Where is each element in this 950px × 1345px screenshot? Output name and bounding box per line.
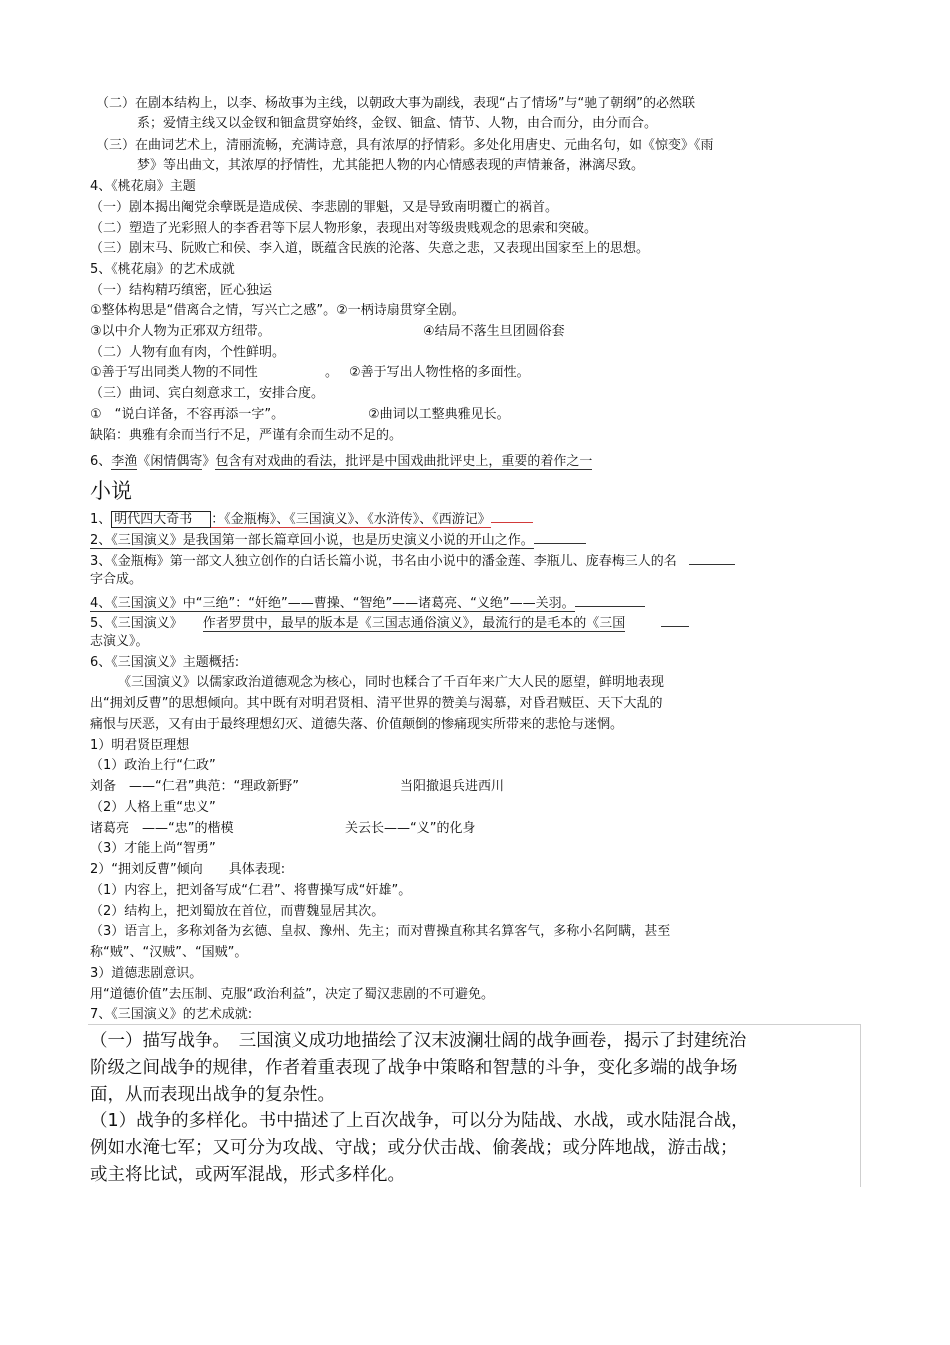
text-line: 2）“拥刘反曹”倾向 具体表现: [90,862,286,877]
text-line [90,612,689,632]
text-line: ②善于写出人物性格的多面性。 [349,365,530,380]
underlined-text: 李渔 [111,454,138,469]
text-line: 梦》等出曲文，其浓厚的抒情性，尤其能把人物的内心情感表现的声情兼备，淋漓尽致。 [137,158,645,173]
text-line: （一）结构精巧缜密，匠心独运 [90,283,273,298]
underlined-text: 4、《三国演义》中“三绝”：“奸绝”——曹操、“智绝”——诸葛亮、“义绝”——关羽。 [90,596,575,611]
text-line: ①整体构思是“借离合之情，写兴亡之感”。②一柄诗扇贯穿全剧。 [90,303,465,318]
text-line [90,592,645,612]
boxed-term: 明代四大奇书 [111,511,211,528]
text-line: 系；爱情主线又以金钗和钿盒贯穿始终，金钗、钿盒、情节、人物，由合而分，由分而合。 [137,116,658,131]
section-heading: 4、《桃花扇》主题 [90,179,196,194]
text-line: （一）描写战争。 三国演义成功地描绘了汉末波澜壮阔的战争画卷，揭示了封建统治 [90,1031,747,1051]
text-span: 》 [202,454,216,469]
text-line: ① “说白详备，不容再添一字”。 [90,407,285,422]
text-line: ④结局不落生旦团圆俗套 [423,324,565,339]
text-span: 《 [137,454,151,469]
text-line: 字合成。 [90,572,143,587]
underline-gap [575,592,645,607]
text-line: （2）人格上重“忠义” [90,800,216,815]
text-line [90,550,735,570]
text-line: 诸葛亮 ——“忠”的楷模 [90,821,234,836]
section-heading: 6、《三国演义》主题概括: [90,655,240,670]
text-line: （3）语言上，多称刘备为玄德、皇叔、豫州、先主；而对曹操直称其名算客气，多称小名阿瞒，甚至 [90,924,671,939]
text-line: 缺陷：典雅有余而当行不足，严谨有余而生动不足的。 [90,428,403,443]
underlined-text: ：《金瓶梅》、《三国演义》、《水浒传》、《西游记》 [211,512,491,527]
section-heading: 5、《桃花扇》的艺术成就 [90,262,235,277]
text-span: 6、 [90,454,112,469]
underline-gap [689,550,735,565]
text-line: ②曲词以工整典雅见长。 [368,407,510,422]
text-line: （一）剧本揭出阉党余孽既是造成侯、李悲剧的罪魁，又是导致南明覆亡的祸首。 [90,200,559,215]
text-line: 称“贼”、“汉贼”、“国贼”。 [90,945,248,960]
underline-gap [661,612,689,627]
text-line: 。 [325,365,339,380]
text-line: （3）才能上尚“智勇” [90,841,216,856]
text-line: （三）在曲词艺术上，清丽流畅，充满诗意，具有浓厚的抒情彩。多处化用唐史、元曲名句，如《惊变》《雨 [96,138,714,153]
text-line: 面，从而表现出战争的复杂性。 [90,1085,335,1105]
text-span: 3、《金瓶梅》第一部文人独立创作的白话长篇小说，书名由小说中的潘金莲、李瓶儿、庞春梅三人的名 [90,554,677,569]
text-line: 刘备 ——“仁君”典范：“理政新野” [90,779,299,794]
underlined-text: 作者罗贯中，最早的版本是《三国志通俗演义》，最流行的是毛本的《三国 [202,616,626,631]
text-line: 当阳撤退兵进西川 [400,779,505,794]
text-line: （1）政治上行“仁政” [90,758,216,773]
text-line: 用“道德价值”去压制、克服“政治利益”，决定了蜀汉悲剧的不可避免。 [90,987,494,1002]
text-line: 《三国演义》以儒家政治道德观念为核心，同时也糅合了千百年来广大人民的愿望，鲜明地表现 [118,675,665,690]
section-heading: 7、《三国演义》的艺术成就: [90,1007,253,1022]
underline-gap [534,529,586,544]
text-line: 例如水淹七军；又可分为攻战、守战；或分伏击战、偷袭战；或分阵地战，游击战； [90,1138,738,1158]
text-line: ③以中介人物为正邪双方纽带。 [90,324,271,339]
text-line: （三）曲词、宾白刻意求工，安排合度。 [90,386,325,401]
text-line: （二）在剧本结构上，以李、杨故事为主线，以朝政大事为副线，表现“占了情场”与“驰了朝纲”的必然联 [96,96,695,111]
text-line: （1）内容上，把刘备写成“仁君”、将曹操写成“奸雄”。 [90,883,412,898]
text-line: 志演义》。 [90,634,149,649]
text-line: 痛恨与厌恶，又有由于最终理想幻灭、道德失落、价值颠倒的惨痛现实所带来的悲怆与迷惘。 [90,717,624,732]
text-line: （1）战争的多样化。书中描述了上百次战争，可以分为陆战、水战，或水陆混合战， [90,1111,749,1131]
text-line: 关云长——“义”的化身 [345,821,476,836]
text-line: 或主将比试，或两军混战，形式多样化。 [90,1165,405,1185]
underlined-text: 闲情偶寄 [150,454,203,469]
text-line: （三）剧末马、阮败亡和侯、李入道，既蕴含民族的沦落、失意之悲，又表现出国家至上的思想。 [90,241,650,256]
underlined-text: 2、《三国演义》是我国第一部长篇章回小说，也是历史演义小说的开山之作。 [90,533,534,548]
chapter-heading: 小说 [90,479,132,503]
text-span: 1、 [90,512,112,527]
text-line [90,529,586,549]
text-line [90,508,533,528]
underlined-text: 包含有对戏曲的看法，批评是中国戏曲批评史上，重要的着作之一 [215,454,593,469]
text-line: ①善于写出同类人物的不同性 [90,365,258,380]
text-line: 1）明君贤臣理想 [90,738,190,753]
text-line: （2）结构上，把刘蜀放在首位，而曹魏显居其次。 [90,904,385,919]
text-line: （二）人物有血有肉，个性鲜明。 [90,345,286,360]
text-line: 阶级之间战争的规律，作者着重表现了战争中策略和智慧的斗争，变化多端的战争场 [90,1058,738,1078]
text-line: 3）道德悲剧意识。 [90,966,203,981]
text-span: 5、《三国演义》 [90,616,183,631]
underline-gap [491,508,533,523]
text-line: 出“拥刘反曹”的思想倾向。其中既有对明君贤相、清平世界的赞美与渴慕，对昏君贼臣、天下大乱的 [90,696,663,711]
text-line [90,453,592,470]
text-line: （二）塑造了光彩照人的李香君等下层人物形象，表现出对等级贵贱观念的思索和突破。 [90,221,598,236]
